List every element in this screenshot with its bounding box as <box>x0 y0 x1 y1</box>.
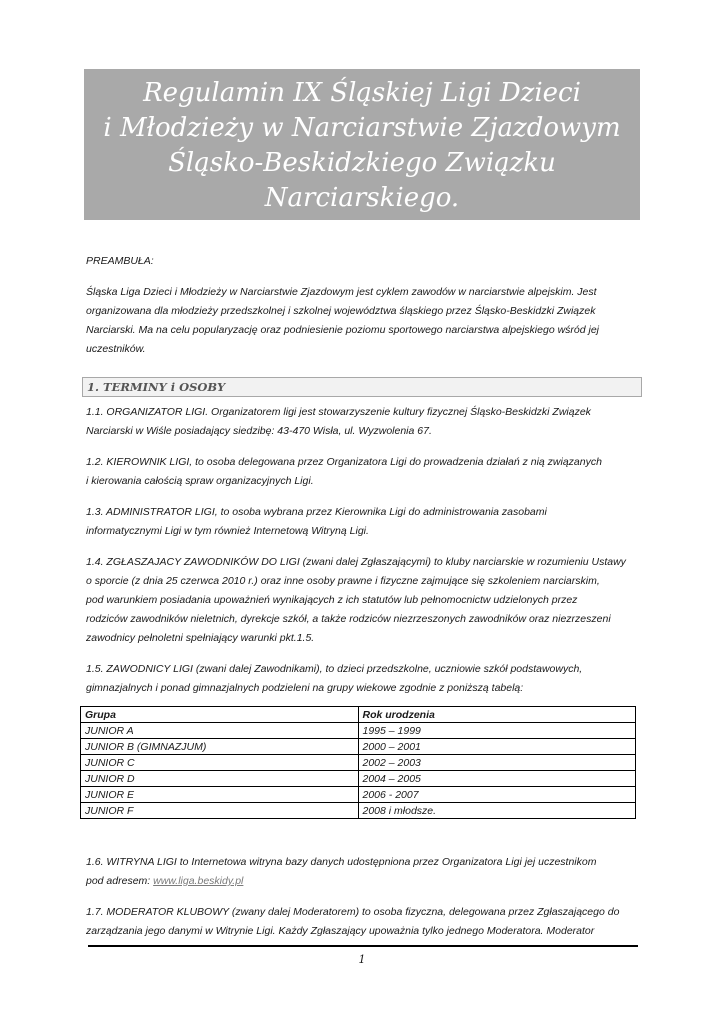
text-line: zawodnicy pełnoletni spełniający warunki pkt.1.5. <box>86 632 315 644</box>
text-line: rodziców zawodników nieletnich, dyrekcje szkół, a także rodziców niezrzeszonych zawodników oraz niezrzeszeni <box>86 613 611 625</box>
table-row <box>81 723 636 739</box>
text-line: 1.2. KIEROWNIK LIGI, to osoba delegowana przez Organizatora Ligi do prowadzenia działań z nią związanych <box>86 456 602 468</box>
paragraph-1-5 <box>86 660 640 698</box>
table-cell: JUNIOR C <box>81 755 359 771</box>
table-cell: JUNIOR B (GIMNAZJUM) <box>81 739 359 755</box>
footer-divider <box>88 945 638 947</box>
text-line: 1.3. ADMINISTRATOR LIGI, to osoba wybrana przez Kierownika Ligi do administrowania zasobami <box>86 506 547 518</box>
text-line: uczestników. <box>86 343 146 355</box>
table-header-cell: Rok urodzenia <box>358 707 636 723</box>
preamble-paragraph <box>86 283 640 359</box>
text-line: 1.5. ZAWODNICY LIGI (zwani dalej Zawodnikami), to dzieci przedszkolne, uczniowie szkół podstawowych, <box>86 663 583 675</box>
title-line: i Młodzieży w Narciarstwie Zjazdowym <box>103 113 621 143</box>
title-line: Regulamin IX Śląskiej Ligi Dzieci <box>143 78 581 108</box>
table-cell: JUNIOR F <box>81 803 359 819</box>
section-heading: 1. TERMINY i OSOBY <box>82 377 642 397</box>
text-line: Narciarski. Ma na celu popularyzację oraz podniesienie poziomu sportowego narciarstwa alpejskiego wśród jej <box>86 324 600 336</box>
paragraph-1-1 <box>86 403 640 441</box>
document-title <box>84 69 640 220</box>
paragraph-1-6 <box>86 853 640 891</box>
preamble-heading: PREAMBUŁA: <box>86 255 154 267</box>
document-body <box>86 252 640 953</box>
text-line: pod warunkiem posiadania upoważnień wynikających z ich statutów lub pełnomocnictw udzielonych przez <box>86 594 578 606</box>
table-header-row <box>81 707 636 723</box>
text-line: 1.4. ZGŁASZAJACY ZAWODNIKÓW DO LIGI (zwani dalej Zgłaszającymi) to kluby narciarskie w rozumieniu Ustawy <box>86 556 626 568</box>
text-line: zarządzania jego danymi w Witrynie Ligi. Każdy Zgłaszający upoważnia tylko jednego Moderatora. Moderator <box>86 925 595 937</box>
page-number: 1 <box>358 953 366 966</box>
table-cell: JUNIOR E <box>81 787 359 803</box>
age-groups-table <box>80 706 636 819</box>
text-line: o sporcie (z dnia 25 czerwca 2010 r.) oraz inne osoby prawne i fizyczne zajmujące się szkoleniem narciarskim, <box>86 575 600 587</box>
paragraph-1-2 <box>86 453 640 491</box>
table-cell: 2008 i młodsze. <box>358 803 636 819</box>
table-row <box>81 739 636 755</box>
table-cell: 2002 – 2003 <box>358 755 636 771</box>
text-line: Śląska Liga Dzieci i Młodzieży w Narciarstwie Zjazdowym jest cyklem zawodów w narciarstwie alpejskim. Jest <box>86 286 597 298</box>
text-fragment: pod adresem: <box>86 875 154 887</box>
text-line: 1.1. ORGANIZATOR LIGI. Organizatorem ligi jest stowarzyszenie kultury fizycznej Śląsko-Beskidzki Związek <box>86 406 591 418</box>
text-line: organizowana dla młodzieży przedszkolnej i szkolnej województwa śląskiego przez Śląsko-Beskidzki Związek <box>86 305 596 317</box>
table-header-cell: Grupa <box>81 707 359 723</box>
paragraph-1-4 <box>86 553 640 648</box>
table-cell: 1995 – 1999 <box>358 723 636 739</box>
table-cell: 2000 – 2001 <box>358 739 636 755</box>
title-line: Narciarskiego. <box>264 183 460 213</box>
text-line: 1.6. WITRYNA LIGI to Internetowa witryna bazy danych udostępniona przez Organizatora Ligi jej uczestnikom <box>86 856 597 868</box>
table-cell: 2004 – 2005 <box>358 771 636 787</box>
text-line: informatycznymi Ligi w tym również Internetową Witryną Ligi. <box>86 525 369 537</box>
title-line: Śląsko-Beskidzkiego Związku <box>168 148 556 178</box>
table-row <box>81 755 636 771</box>
table-cell: JUNIOR A <box>81 723 359 739</box>
table-cell: JUNIOR D <box>81 771 359 787</box>
table-row <box>81 771 636 787</box>
text-line: 1.7. MODERATOR KLUBOWY (zwany dalej Moderatorem) to osoba fizyczna, delegowana przez Zgłaszającego do <box>86 906 620 918</box>
table-row <box>81 803 636 819</box>
text-line: gimnazjalnych i ponad gimnazjalnych podzieleni na grupy wiekowe zgodnie z poniższą tabelą: <box>86 682 524 694</box>
paragraph-1-7 <box>86 903 640 941</box>
paragraph-1-3 <box>86 503 640 541</box>
text-line: i kierowania całością spraw organizacyjnych Ligi. <box>86 475 314 487</box>
text-line: Narciarski w Wiśle posiadający siedzibę: 43-470 Wisła, ul. Wyzwolenia 67. <box>86 425 432 437</box>
table-row <box>81 787 636 803</box>
website-link[interactable]: www.liga.beskidy.pl <box>153 875 244 887</box>
table-cell: 2006 - 2007 <box>358 787 636 803</box>
